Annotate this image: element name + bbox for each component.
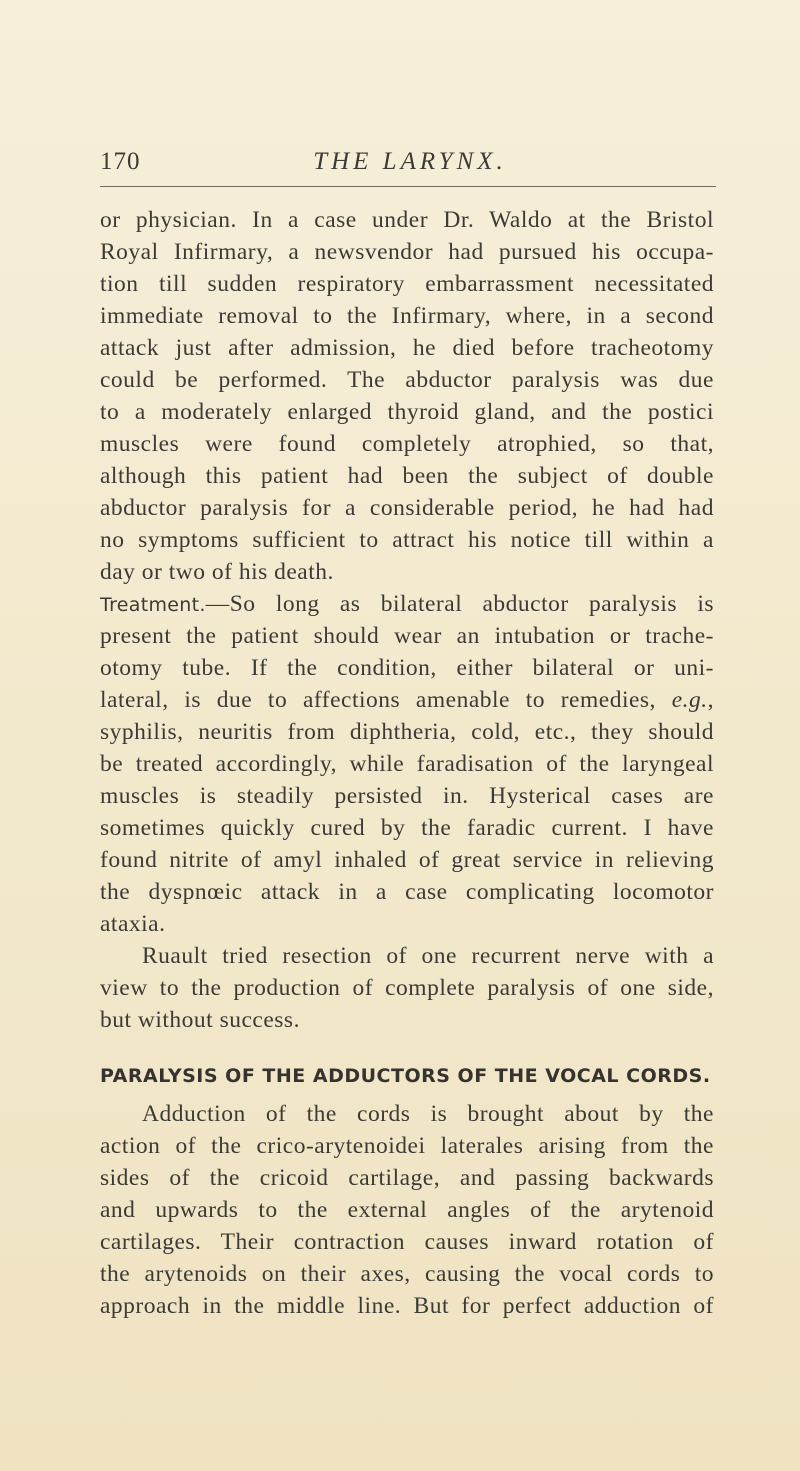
text-line: sides of the cricoid cartilage, and passing backwards [100,1165,714,1191]
text-line: abductor paralysis for a considerable period, he had had [100,495,714,521]
text-line: Ruault tried resection of one recurrent nerve with a [142,943,714,969]
text-line: be treated accordingly, while faradisation of the laryngeal [100,751,714,777]
text-line: syphilis, neuritis from diphtheria, cold, etc., they should [100,719,714,745]
page-number: 170 [100,148,141,175]
text-line: otomy tube. If the condition, either bilateral or uni- [100,655,714,681]
text-line: immediate removal to the Infirmary, where, in a second [100,303,714,329]
text-line [100,684,714,716]
page-header [100,148,720,188]
text-line: or physician. In a case under Dr. Waldo at the Bristol [100,207,714,233]
text-line: Royal Infirmary, a newsvendor had pursued his occupa- [100,239,714,265]
text-line: ataxia. [100,911,166,937]
text-line: the dyspnœic attack in a case complicating locomotor [100,879,714,905]
text-fragment: lateral, is due to affections amenable to remedies, [100,687,672,713]
text-line: but without success. [100,1007,300,1033]
text-line: action of the crico-arytenoidei laterales arising from the [100,1133,714,1159]
paragraph-adduction [100,1098,714,1322]
text-line: muscles is steadily persisted in. Hysterical cases are [100,783,714,809]
text-fragment: , [707,687,714,713]
text-fragment: —So long as bilateral abductor paralysis is [205,591,714,617]
section-heading: PARALYSIS OF THE ADDUCTORS OF THE VOCAL CORDS. [100,1065,711,1087]
text-line: Adduction of the cords is brought about by the [142,1101,714,1127]
text-line: cartilages. Their contraction causes inward rotation of [100,1229,714,1255]
text-line: the arytenoids on their axes, causing the vocal cords to [100,1261,714,1287]
body-text [100,204,714,1322]
text-line: and upwards to the external angles of the arytenoid [100,1197,714,1223]
text-line: could be performed. The abductor paralysis was due [100,367,714,393]
running-head: THE LARYNX. [313,148,507,175]
text-line: tion till sudden respiratory embarrassment necessitated [100,271,714,297]
text-line: muscles were found completely atrophied, so that, [100,431,714,457]
text-line: no symptoms sufficient to attract his notice till within a [100,527,714,553]
paragraph-treatment [100,588,714,940]
text-line: present the patient should wear an intubation or trache- [100,623,714,649]
paragraph-ruault [100,940,714,1036]
italic-abbreviation: e.g. [671,687,708,713]
text-line: found nitrite of amyl inhaled of great service in relieving [100,847,714,873]
text-line: attack just after admission, he died before tracheotomy [100,335,714,361]
header-rule [100,186,716,187]
text-line: approach in the middle line. But for perfect adduction of [100,1293,714,1319]
text-line: day or two of his death. [100,559,334,585]
run-in-heading: Treatment. [100,594,206,616]
text-line: to a moderately enlarged thyroid gland, and the postici [100,399,714,425]
text-line: although this patient had been the subject of double [100,463,714,489]
text-line: view to the production of complete paralysis of one side, [100,975,714,1001]
paragraph-case-report [100,204,714,588]
text-line: sometimes quickly cured by the faradic current. I have [100,815,714,841]
text-line [100,588,714,620]
